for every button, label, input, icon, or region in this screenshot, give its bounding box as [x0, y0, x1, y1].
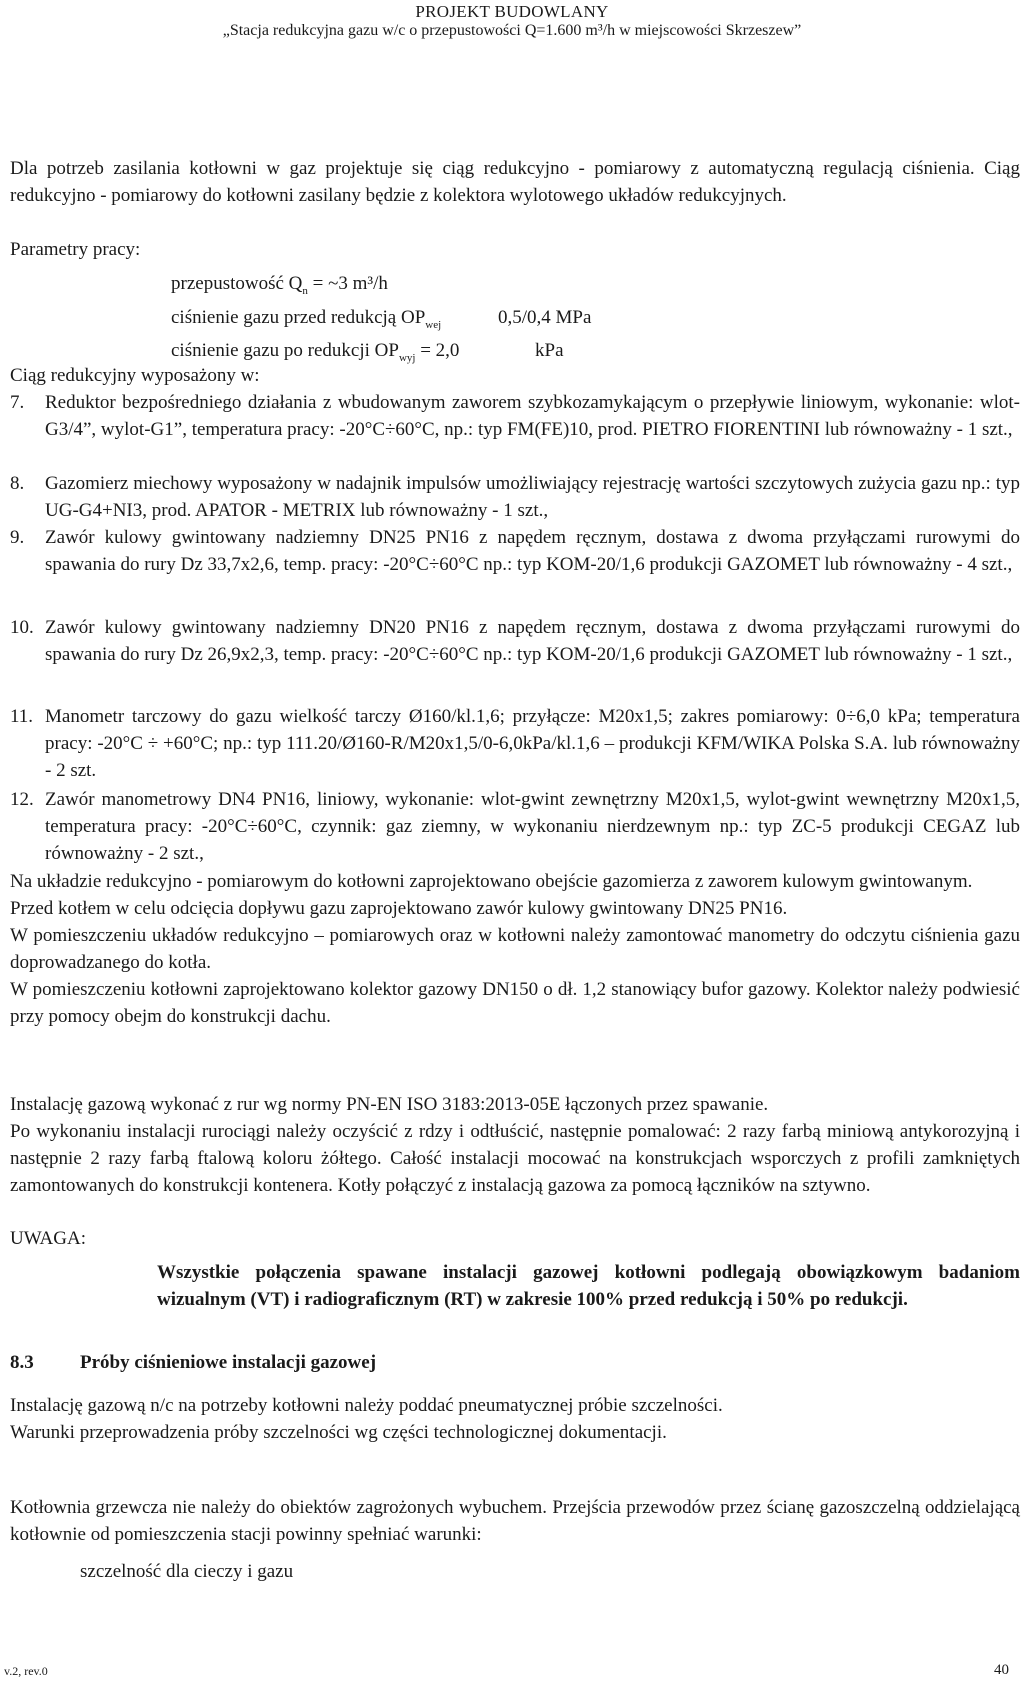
section-body — [10, 1392, 1020, 1446]
list-item-number: 8. — [10, 473, 25, 494]
footer-page-number: 40 — [994, 1662, 1009, 1678]
list-item-number: 10. — [10, 617, 34, 638]
notes-block — [10, 868, 1020, 1030]
list-item-text: Reduktor bezpośredniego działania z wbudowanym zaworem szybkozamykającym o przepływie liniowym, wykonanie: wlot-G3/4”, wylot-G1”, temperatura pracy: -20°C÷60°C, np.: typ FM(FE)10, prod. PIETRO FIORENTINI lub równoważny - 1 szt., — [45, 392, 1020, 440]
warning-text: Wszystkie połączenia spawane instalacji gazowej kotłowni podlegają obowiązkowym badaniom wizualnym (VT) i radiograficznym (RT) w zakresie 100% przed redukcją i 50% po redukcji. — [157, 1262, 1020, 1310]
list-item-text: Zawór kulowy gwintowany nadziemny DN25 PN16 z napędem ręcznym, dostawa z dwoma przyłączami rurowymi do spawania do rury Dz 33,7x2,6, temp. pracy: -20°C÷60°C np.: typ KOM-20/1,6 produkcji GAZOMET lub równoważny - 4 szt., — [45, 527, 1020, 575]
equipment-heading: Ciąg redukcyjny wyposażony w: — [10, 365, 260, 386]
list-item-text: Gazomierz miechowy wyposażony w nadajnik impulsów umożliwiający rejestrację wartości szczytowych zużycia gazu np.: typ UG-G4+NI3, prod. APATOR - METRIX lub równoważny - 1 szt., — [45, 473, 1020, 521]
param-inlet-label: ciśnienie gazu przed redukcją OP — [171, 307, 426, 328]
section-line: Warunki przeprowadzenia próby szczelności wg części technologicznej dokumentacji. — [10, 1422, 667, 1443]
note-paragraph: W pomieszczeniu kotłowni zaprojektowano kolektor gazowy DN150 o dł. 1,2 stanowiący bufor gazowy. Kolektor należy podwiesić przy pomocy obejm do konstrukcji dachu. — [10, 979, 1020, 1027]
list-item-number: 11. — [10, 706, 34, 727]
section-number: 8.3 — [10, 1352, 34, 1373]
param-outlet-label: ciśnienie gazu po redukcji OP — [171, 340, 399, 361]
note-paragraph: Na układzie redukcyjno - pomiarowym do kotłowni zaprojektowano obejście gazomierza z zaworem kulowym gwintowanym. — [10, 871, 973, 892]
list-item-text: Zawór manometrowy DN4 PN16, liniowy, wykonanie: wlot-gwint zewnętrzny M20x1,5, wylot-gwint wewnętrzny M20x1,5, temperatura pracy: -20°C÷60°C, czynnik: gaz ziemny, w wykonaniu nierdzewnym np.: typ ZC-5 produkcji CEGAZ lub równoważny - 2 szt., — [45, 789, 1020, 864]
list-item-number: 9. — [10, 527, 25, 548]
installation-block — [10, 1091, 1020, 1199]
param-outlet-sub: wyj — [398, 351, 416, 364]
section-title: Próby ciśnieniowe instalacji gazowej — [80, 1352, 377, 1373]
list-item-text: Manometr tarczowy do gazu wielkość tarczy Ø160/kl.1,6; przyłącze: M20x1,5; zakres pomiarowy: 0÷6,0 kPa; temperatura pracy: -20°C ÷ +60°C; np.: typ 111.20/Ø160-R/M20x1,5/0-6,0kPa/kl.1,6 – produkcji KFM/WIKA Polska S.A. lub równoważny - 2 szt. — [45, 706, 1020, 781]
installation-paragraph: Instalację gazową wykonać z rur wg normy PN-EN ISO 3183:2013-05E łączonych przez spawanie. — [10, 1094, 769, 1115]
header-title: PROJEKT BUDOWLANY — [415, 2, 609, 21]
list-item-text: Zawór kulowy gwintowany nadziemny DN20 PN16 z napędem ręcznym, dostawa z dwoma przyłączami rurowymi do spawania do rury Dz 26,9x2,3, temp. pracy: -20°C÷60°C np.: typ KOM-20/1,6 produkcji GAZOMET lub równoważny - 1 szt., — [45, 617, 1020, 665]
param-outlet — [171, 337, 459, 364]
param-outlet-unit: kPa — [535, 340, 564, 361]
param-flow-sub: n — [302, 284, 308, 297]
params-heading: Parametry pracy: — [10, 239, 141, 260]
header-subtitle: „Stacja redukcyjna gazu w/c o przepustowości Q=1.600 m³/h w miejscowości Skrzeszew” — [222, 22, 802, 39]
param-flow — [171, 270, 388, 297]
installation-paragraph: Po wykonaniu instalacji rurociągi należy oczyścić z rdzy i odtłuścić, następnie pomalować: 2 razy farbą miniową antykorozyjną i następnie 2 razy farbą ftalową koloru żółtego. Całość instalacji mocować na konstrukcjach wsporczych z profili zamkniętych zamontowanych do konstrukcji kontenera. Kotły połączyć z instalacją gazowa za pomocą łączników na sztywno. — [10, 1121, 1020, 1196]
warning-label: UWAGA: — [10, 1228, 86, 1249]
note-paragraph: Przed kotłem w celu odcięcia dopływu gazu zaprojektowano zawór kulowy gwintowany DN25 PN16. — [10, 898, 788, 919]
param-flow-label: przepustowość Q — [171, 273, 303, 294]
list-item-number: 12. — [10, 789, 34, 810]
param-inlet — [171, 304, 441, 331]
param-inlet-value: 0,5/0,4 MPa — [498, 307, 592, 328]
intro-paragraph: Dla potrzeb zasilania kotłowni w gaz projektuje się ciąg redukcyjno - pomiarowy z automatyczną regulacją ciśnienia. Ciąg redukcyjno - pomiarowy do kotłowni zasilany będzie z kolektora wylotowego układów redukcyjnych. — [10, 158, 1020, 206]
closing-paragraph: Kotłownia grzewcza nie należy do obiektów zagrożonych wybuchem. Przejścia przewodów przez ścianę gazoszczelną oddzielającą kotłownie od pomieszczenia stacji powinny spełniać warunki: — [10, 1497, 1020, 1545]
list-item-number: 7. — [10, 392, 25, 413]
footer-version: v.2, rev.0 — [4, 1664, 48, 1678]
closing-item: szczelność dla cieczy i gazu — [80, 1561, 294, 1582]
note-paragraph: W pomieszczeniu układów redukcyjno – pomiarowych oraz w kotłowni należy zamontować manometry do odczytu ciśnienia gazu doprowadzanego do kotła. — [10, 925, 1020, 973]
param-flow-value: = ~3 m³/h — [312, 273, 388, 294]
section-line: Instalację gazową n/c na potrzeby kotłowni należy poddać pneumatycznej próbie szczelności. — [10, 1395, 723, 1416]
param-inlet-sub: wej — [425, 318, 442, 331]
param-outlet-value: = 2,0 — [420, 340, 460, 361]
